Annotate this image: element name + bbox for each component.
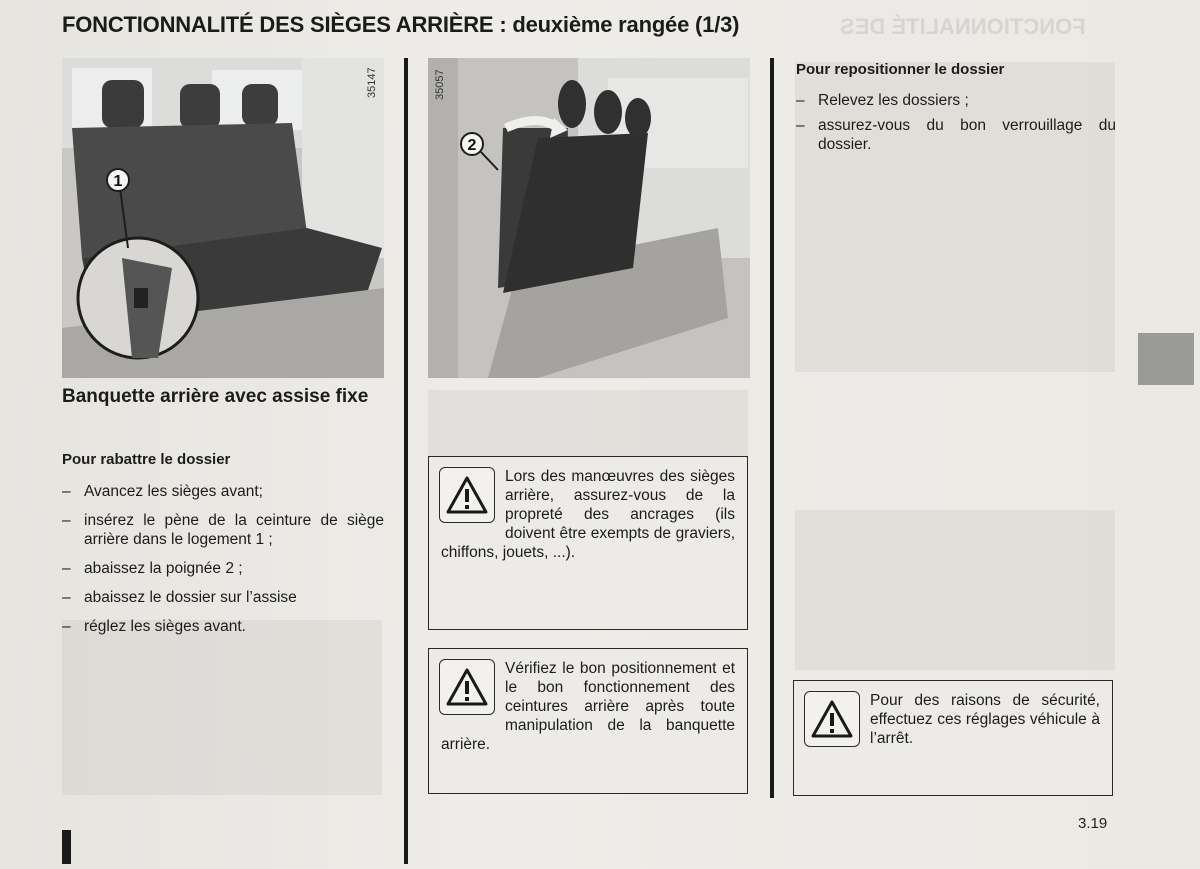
show-through-box: [62, 620, 382, 795]
section-heading-fixed-bench: Banquette arrière avec assise fixe: [62, 386, 369, 407]
list-item: – insérez le pène de la ceinture de siège arrière dans le logement 1 ;: [62, 511, 384, 549]
callout-2: 2: [467, 137, 477, 154]
warning-text: Lors des manœuvres des sièges arrière, assurez-vous de la propreté des ancrages (ils doivent être exempts de graviers, chiffons, jouets, ...).: [441, 468, 735, 561]
show-through-box: [795, 510, 1115, 670]
subheading-reposition-backrest: Pour repositionner le dossier: [796, 61, 1005, 78]
warning-triangle-icon: [804, 691, 860, 747]
show-through-text: FONCTIONNALITÉ DES: [840, 14, 1086, 39]
list-item: – abaissez la poignée 2 ;: [62, 559, 384, 578]
warning-box-safety: [793, 680, 1113, 796]
fold-steps-list: [62, 482, 384, 646]
warning-text: Vérifiez le bon positionnement et le bon fonctionnement des ceintures arrière après toute manipulation de la banquette arrière.: [441, 660, 735, 753]
list-item: – réglez les sièges avant.: [62, 617, 384, 636]
warning-text: Pour des raisons de sécurité, effectuez ces réglages véhicule à l’arrêt.: [870, 692, 1100, 747]
subheading-fold-backrest: Pour rabattre le dossier: [62, 451, 231, 468]
reposition-steps-list: [796, 91, 1116, 160]
warning-box-anchors: [428, 456, 748, 630]
photo-id-label: 35057: [434, 69, 446, 100]
photo-id-label: 35147: [366, 67, 378, 98]
photo-folded-backrest: [428, 58, 750, 378]
column-divider: [404, 58, 408, 864]
page-number: 3.19: [1078, 815, 1108, 832]
corner-marker: [62, 830, 71, 864]
warning-triangle-icon: [439, 659, 495, 715]
warning-triangle-icon: [439, 467, 495, 523]
callout-1: 1: [113, 173, 123, 190]
list-item: – abaissez le dossier sur l’assise: [62, 588, 384, 607]
warning-box-belts: [428, 648, 748, 794]
chapter-thumb-tab: [1138, 333, 1194, 385]
page-title: FONCTIONNALITÉ DES SIÈGES ARRIÈRE : deuxième rangée (1/3): [62, 12, 740, 37]
column-divider: [770, 58, 774, 798]
list-item: – Relevez les dossiers ;: [796, 91, 1116, 110]
list-item: – assurez-vous du bon verrouillage du dossier.: [796, 116, 1116, 154]
list-item: – Avancez les sièges avant;: [62, 482, 384, 501]
photo-fixed-bench: [62, 58, 384, 378]
